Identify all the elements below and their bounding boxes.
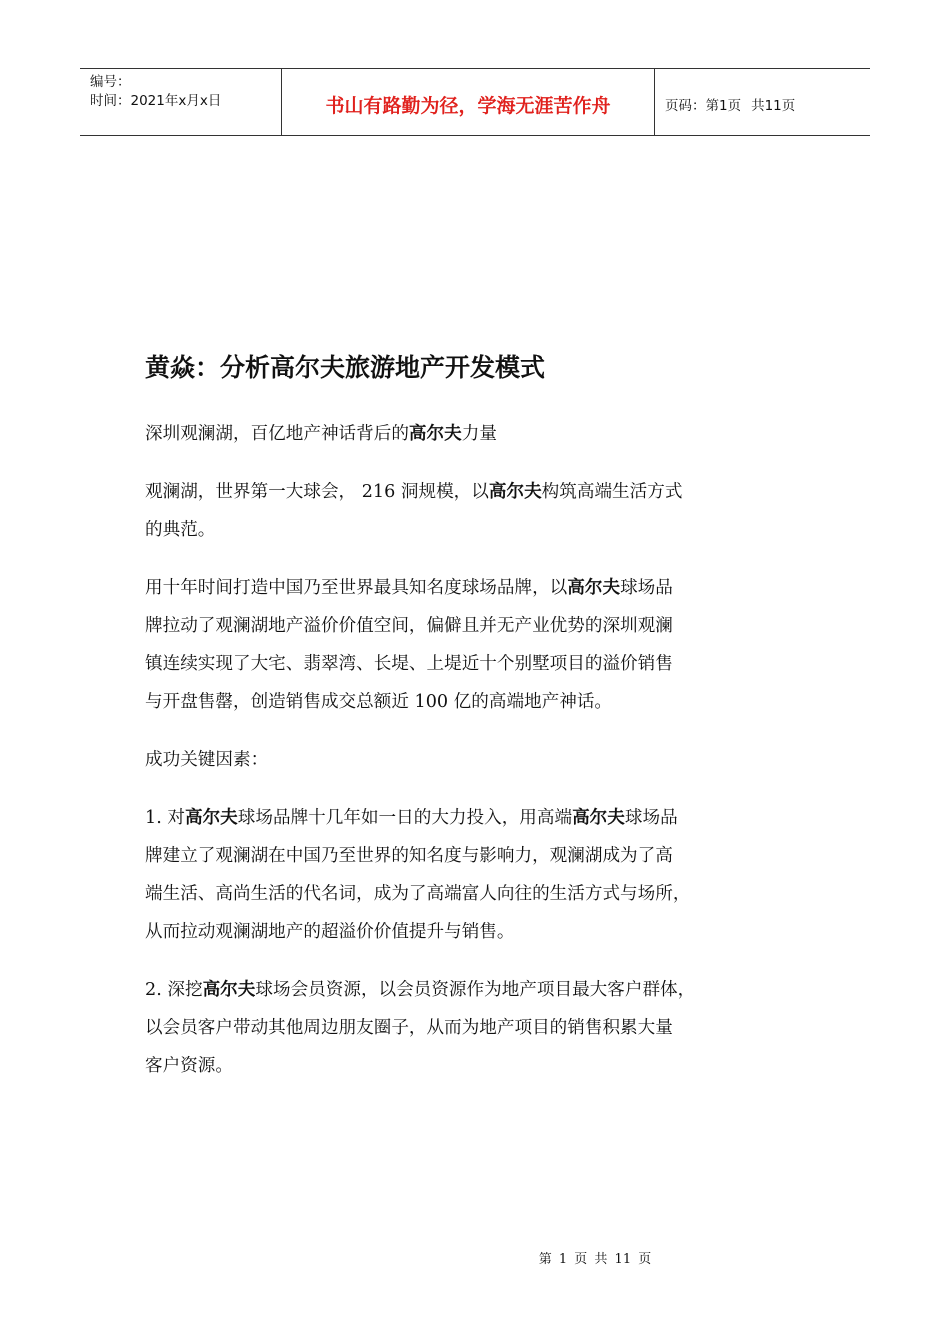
header-page-label: 页码：第1页 [665,98,742,114]
keyword-highlight: 高尔夫 [184,808,238,828]
paragraph-line [145,511,815,549]
text-segment: 深圳观澜湖，百亿地产神话背后的 [145,424,409,444]
page-footer: 第 1 页 共 11 页 [538,1252,652,1267]
text-segment: 球场品 [620,578,673,598]
paragraph [145,799,815,951]
text-segment: 1. 对 [145,808,185,828]
text-segment: 2. 深挖 [145,980,203,1000]
keyword-highlight: 高尔夫 [567,578,621,598]
paragraph-line [145,799,815,837]
keyword-highlight: 高尔夫 [488,482,542,502]
text-segment: 观澜湖，世界第一大球会， 216 洞规模，以 [145,482,489,502]
keyword-highlight: 高尔夫 [202,980,256,1000]
paragraph-line [145,1009,815,1047]
paragraph-line [145,1047,815,1085]
text-segment: 牌拉动了观澜湖地产溢价价值空间，偏僻且并无产业优势的深圳观澜 [145,616,673,636]
paragraph-line [145,913,815,951]
text-segment: 从而拉动观澜湖地产的超溢价价值提升与销售。 [145,922,515,942]
document-title: 黄焱：分析高尔夫旅游地产开发模式 [145,353,546,382]
header-number-label: 编号： [90,74,131,90]
text-segment: 用十年时间打造中国乃至世界最具知名度球场品牌，以 [145,578,568,598]
document-body [145,350,815,1105]
text-segment: 镇连续实现了大宅、翡翠湾、长堤、上堤近十个别墅项目的溢价销售 [145,654,673,674]
text-segment: 力量 [461,424,497,444]
text-segment: 的典范。 [145,520,216,540]
header-time-label: 时间：2021年x月x日 [90,93,222,109]
paragraph-line [145,683,815,721]
text-segment: 球场会员资源，以会员资源作为地产项目最大客户群体， [255,980,696,1000]
paragraph [145,569,815,721]
text-segment: 端生活、高尚生活的代名词，成为了高端富人向往的生活方式与场所， [145,884,691,904]
text-segment: 以会员客户带动其他周边朋友圈子，从而为地产项目的销售积累大量 [145,1018,673,1038]
paragraph [145,473,815,549]
paragraph-line [145,607,815,645]
header-table [80,68,870,136]
paragraph [145,741,815,779]
text-segment: 牌建立了观澜湖在中国乃至世界的知名度与影响力，观澜湖成为了高 [145,846,673,866]
paragraph-line [145,473,815,511]
header-total-label: 共11页 [751,98,796,114]
header-motto: 书山有路勤为径，学海无涯苦作舟 [281,69,655,135]
text-segment: 与开盘售罄，创造销售成交总额近 100 亿的高端地产神话。 [145,692,613,712]
paragraph-line [145,741,815,779]
text-segment: 客户资源。 [145,1056,233,1076]
paragraph [145,415,815,453]
paragraph-line [145,569,815,607]
paragraph-line [145,875,815,913]
header-page-cell [655,69,870,135]
paragraph-line [145,415,815,453]
paragraph-list [145,415,815,1085]
text-segment: 成功关键因素： [145,750,269,770]
paragraph-line [145,645,815,683]
text-segment: 球场品牌十几年如一日的大力投入，用高端 [237,808,573,828]
text-segment: 球场品 [624,808,678,828]
paragraph-line [145,837,815,875]
paragraph [145,971,815,1085]
keyword-highlight: 高尔夫 [572,808,625,828]
text-segment: 构筑高端生活方式 [541,482,683,502]
header-meta-cell [80,69,281,135]
paragraph-line [145,971,815,1009]
keyword-highlight: 高尔夫 [408,424,462,444]
